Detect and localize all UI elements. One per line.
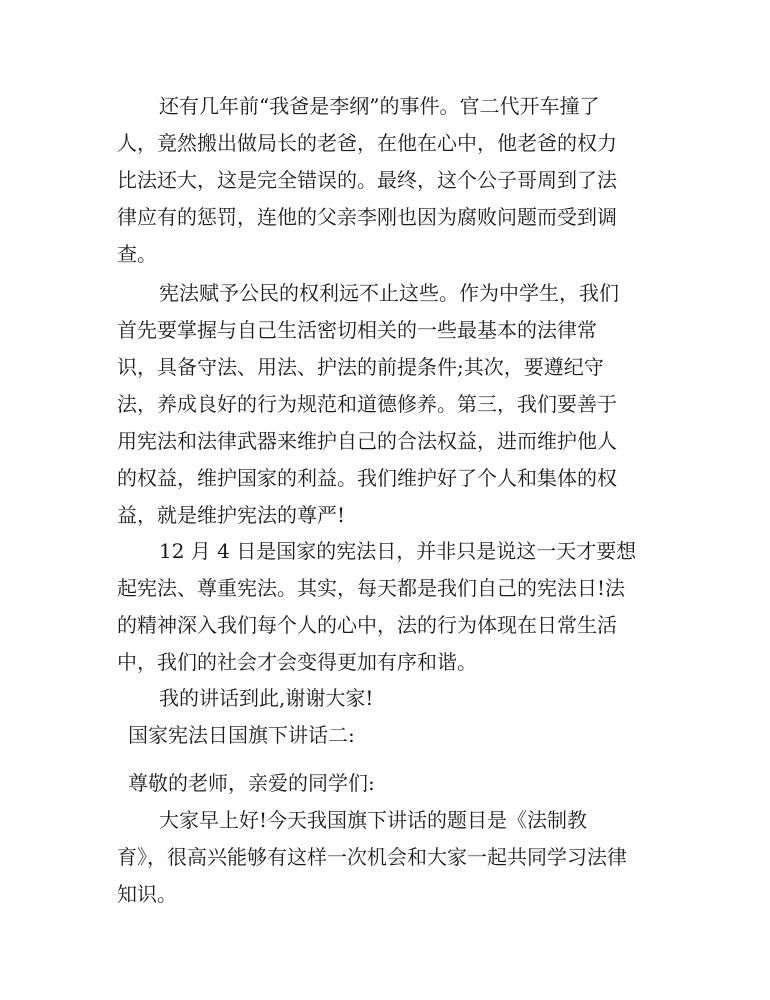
paragraph-line: 大家早上好!今天我国旗下讲话的题目是《法制教 (159, 808, 588, 832)
paragraph-4 (117, 680, 647, 717)
paragraph-line: 益，就是维护宪法的尊严! (117, 503, 346, 527)
paragraph-line: 育》，很高兴能够有这样一次机会和大家一起共同学习法律 (117, 845, 627, 869)
paragraph-line: 律应有的惩罚，连他的父亲李刚也因为腐败问题而受到调 (117, 205, 617, 229)
paragraph-line: 知识。 (117, 882, 177, 906)
paragraph-1 (117, 88, 647, 273)
paragraph-line: 比法还大，这是完全错误的。最终，这个公子哥周到了法 (117, 168, 617, 192)
paragraph-2 (117, 275, 647, 534)
paragraph-line: 人，竟然搬出做局长的老爸，在他在心中，他老爸的权力 (117, 131, 617, 155)
paragraph-line: 的权益，维护国家的利益。我们维护好了个人和集体的权 (117, 466, 617, 490)
paragraph-line: 识，具备守法、用法、护法的前提条件;其次，要遵纪守 (117, 355, 604, 379)
paragraph-line: 查。 (117, 242, 157, 266)
paragraph-line: 起宪法、尊重宪法。其实，每天都是我们自己的宪法日!法 (117, 576, 626, 600)
paragraph-line: 首先要掌握与自己生活密切相关的一些最基本的法律常 (117, 318, 597, 342)
paragraph-line: 用宪法和法律武器来维护自己的合法权益，进而维护他人 (117, 429, 617, 453)
section-heading: 国家宪法日国旗下讲话二: (128, 723, 355, 747)
paragraph-line: 12 月 4 日是国家的宪法日，并非只是说这一天才要想 (159, 539, 637, 563)
paragraph-line: 还有几年前“我爸是李纲”的事件。官二代开车撞了 (159, 94, 600, 118)
paragraph-line: 宪法赋予公民的权利远不止这些。作为中学生，我们 (159, 281, 619, 305)
paragraph-line: 我的讲话到此,谢谢大家! (159, 686, 374, 710)
paragraph-line: 的精神深入我们每个人的心中，法的行为体现在日常生活 (117, 613, 617, 637)
paragraph-line: 法，养成良好的行为规范和道德修养。第三，我们要善于 (117, 392, 617, 416)
salutation: 尊敬的老师，亲爱的同学们: (128, 771, 375, 795)
paragraph-5 (117, 802, 647, 913)
paragraph-3 (117, 533, 647, 681)
paragraph-line: 中，我们的社会才会变得更加有序和谐。 (117, 650, 477, 674)
